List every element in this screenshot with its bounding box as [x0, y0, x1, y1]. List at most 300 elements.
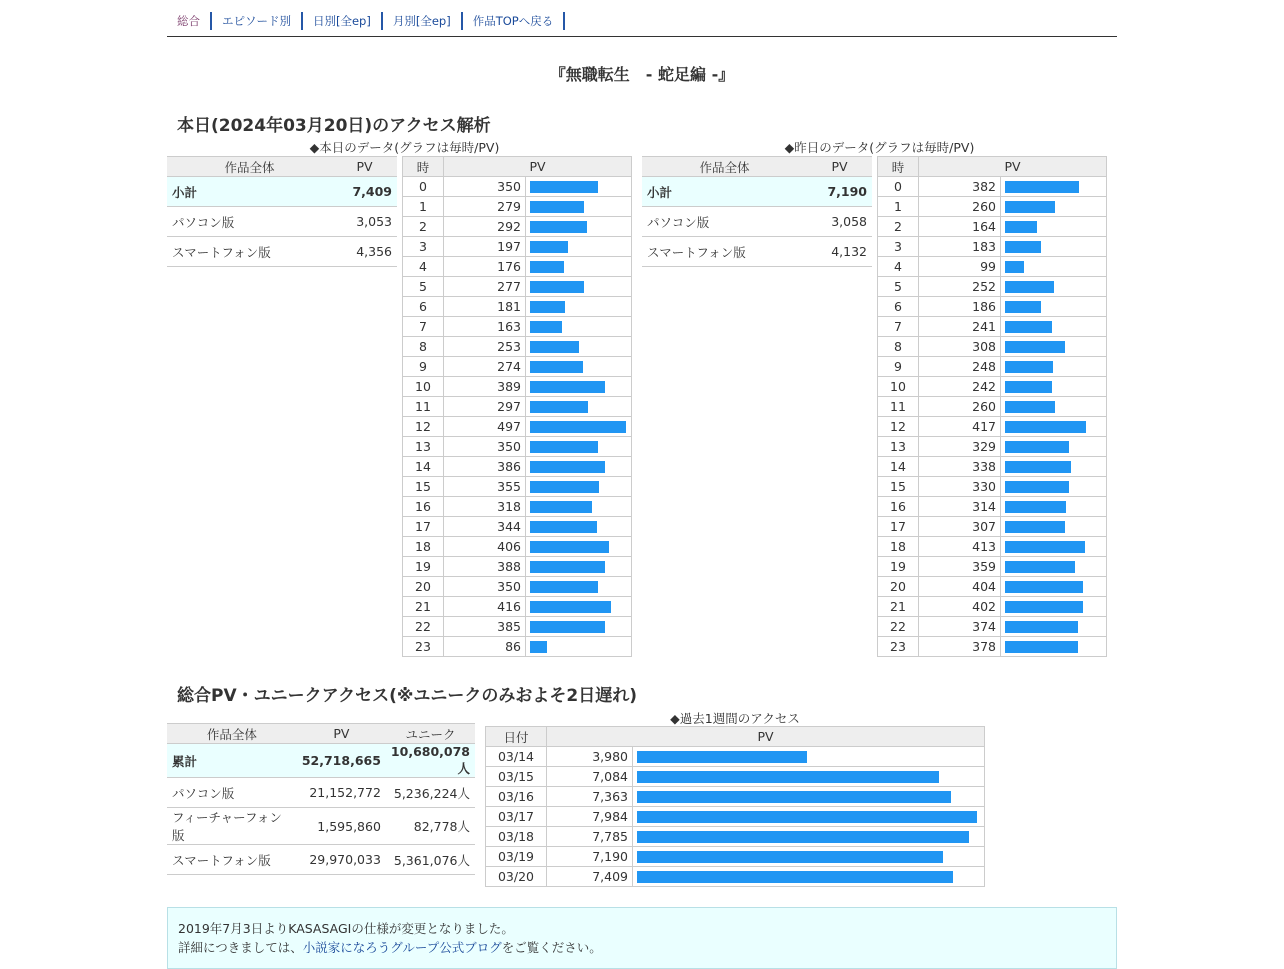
hour-cell: 1 [403, 197, 444, 217]
total-table [167, 723, 475, 875]
row-pv: 7,190 [807, 177, 872, 207]
bar-cell [1001, 357, 1107, 377]
pv-cell: 241 [919, 317, 1001, 337]
row-label: 累計 [167, 744, 297, 778]
bar-cell [526, 437, 632, 457]
pv-cell: 314 [919, 497, 1001, 517]
pv-bar [1005, 261, 1024, 273]
hour-cell: 6 [878, 297, 919, 317]
date-cell: 03/19 [486, 847, 547, 867]
hour-row [403, 337, 632, 357]
hour-cell: 2 [878, 217, 919, 237]
hour-cell: 21 [878, 597, 919, 617]
col-header-unique: ユニーク [386, 724, 475, 744]
yesterday-caption: ◆昨日のデータ(グラフは毎時/PV) [784, 140, 975, 155]
hour-row [878, 517, 1107, 537]
hour-cell: 17 [403, 517, 444, 537]
nav-tab-2[interactable]: 日別[全ep] [303, 12, 383, 30]
hour-cell: 10 [403, 377, 444, 397]
pv-cell: 413 [919, 537, 1001, 557]
pv-cell: 260 [919, 397, 1001, 417]
pv-cell: 197 [444, 237, 526, 257]
summary-row [642, 237, 872, 267]
pv-bar [530, 521, 597, 533]
hour-row [878, 617, 1107, 637]
pv-cell: 402 [919, 597, 1001, 617]
hour-row [878, 397, 1107, 417]
week-row [486, 827, 985, 847]
hour-cell: 13 [403, 437, 444, 457]
pv-bar [1005, 441, 1069, 453]
pv-cell: 183 [919, 237, 1001, 257]
bar-cell [1001, 257, 1107, 277]
pv-bar [1005, 361, 1053, 373]
hour-cell: 20 [878, 577, 919, 597]
pv-bar [1005, 541, 1085, 553]
nav-tab-1[interactable]: エピソード別 [212, 12, 303, 30]
pv-bar [530, 421, 626, 433]
hour-cell: 10 [878, 377, 919, 397]
hour-row [403, 197, 632, 217]
col-header-pv: PV [807, 157, 872, 177]
hour-row [403, 297, 632, 317]
bar-cell [1001, 237, 1107, 257]
summary-row [167, 237, 397, 267]
hour-cell: 12 [878, 417, 919, 437]
row-label: スマートフォン版 [642, 237, 807, 267]
pv-bar [1005, 521, 1065, 533]
col-header-pv: PV [919, 157, 1107, 177]
bar-cell [526, 477, 632, 497]
hour-row [403, 457, 632, 477]
bar-cell [526, 497, 632, 517]
bar-cell [1001, 577, 1107, 597]
row-pv: 52,718,665 [297, 744, 386, 778]
pv-cell: 406 [444, 537, 526, 557]
yesterday-summary-table [642, 156, 872, 267]
pv-cell: 329 [919, 437, 1001, 457]
bar-cell [526, 417, 632, 437]
col-header-work: 作品全体 [642, 157, 807, 177]
hour-row [878, 477, 1107, 497]
hour-row [403, 257, 632, 277]
col-header-pv: PV [547, 727, 985, 747]
hour-cell: 3 [878, 237, 919, 257]
notice-line-2 [168, 938, 1116, 957]
row-label: 小計 [167, 177, 332, 207]
bar-cell [1001, 557, 1107, 577]
bar-cell [1001, 517, 1107, 537]
bar-cell [1001, 277, 1107, 297]
pv-bar [1005, 381, 1052, 393]
pv-bar [530, 381, 605, 393]
hour-row [403, 557, 632, 577]
hour-row [403, 357, 632, 377]
date-cell: 03/17 [486, 807, 547, 827]
date-cell: 03/20 [486, 867, 547, 887]
hour-cell: 8 [878, 337, 919, 357]
pv-cell: 389 [444, 377, 526, 397]
bar-cell [526, 537, 632, 557]
bar-cell [1001, 297, 1107, 317]
pv-cell: 248 [919, 357, 1001, 377]
bar-cell [1001, 197, 1107, 217]
pv-cell: 181 [444, 297, 526, 317]
bar-cell [633, 807, 985, 827]
pv-cell: 344 [444, 517, 526, 537]
row-unique: 82,778人 [386, 808, 475, 845]
hour-row [878, 537, 1107, 557]
bar-cell [1001, 377, 1107, 397]
pv-bar [1005, 621, 1078, 633]
pv-bar [637, 831, 969, 843]
date-cell: 03/16 [486, 787, 547, 807]
hour-cell: 16 [878, 497, 919, 517]
hour-row [403, 637, 632, 657]
hour-cell: 7 [878, 317, 919, 337]
hour-cell: 11 [403, 397, 444, 417]
bar-cell [526, 377, 632, 397]
week-row [486, 807, 985, 827]
pv-cell: 297 [444, 397, 526, 417]
hour-row [878, 237, 1107, 257]
total-heading: 総合PV・ユニークアクセス(※ユニークのみおよそ2日遅れ) [177, 686, 637, 706]
pv-bar [637, 811, 977, 823]
week-row [486, 747, 985, 767]
week-row [486, 767, 985, 787]
hour-row [878, 217, 1107, 237]
row-pv: 4,356 [332, 237, 397, 267]
pv-cell: 7,785 [547, 827, 633, 847]
row-label: スマートフォン版 [167, 237, 332, 267]
nav-tab-3[interactable]: 月別[全ep] [383, 12, 463, 30]
col-header-hour: 時 [878, 157, 919, 177]
hour-row [403, 617, 632, 637]
pv-cell: 497 [444, 417, 526, 437]
hour-cell: 0 [403, 177, 444, 197]
bar-cell [1001, 177, 1107, 197]
pv-bar [530, 221, 587, 233]
tab-nav [167, 8, 1117, 37]
pv-bar [530, 281, 584, 293]
row-label: フィーチャーフォン版 [167, 808, 297, 845]
pv-bar [530, 621, 605, 633]
hour-cell: 21 [403, 597, 444, 617]
row-pv: 1,595,860 [297, 808, 386, 845]
hour-row [878, 297, 1107, 317]
row-pv: 4,132 [807, 237, 872, 267]
pv-bar [530, 181, 598, 193]
pv-cell: 252 [919, 277, 1001, 297]
pv-bar [530, 301, 565, 313]
bar-cell [633, 767, 985, 787]
hour-cell: 22 [403, 617, 444, 637]
pv-cell: 7,084 [547, 767, 633, 787]
pv-cell: 242 [919, 377, 1001, 397]
bar-cell [526, 237, 632, 257]
pv-bar [530, 461, 605, 473]
pv-cell: 99 [919, 257, 1001, 277]
hour-row [878, 197, 1107, 217]
bar-cell [526, 337, 632, 357]
hour-cell: 14 [878, 457, 919, 477]
total-row [167, 808, 475, 845]
col-header-date: 日付 [486, 727, 547, 747]
pv-cell: 350 [444, 577, 526, 597]
pv-bar [1005, 341, 1065, 353]
pv-cell: 355 [444, 477, 526, 497]
notice-line-2-post: をご覧ください。 [501, 940, 602, 955]
pv-cell: 260 [919, 197, 1001, 217]
hour-cell: 5 [403, 277, 444, 297]
col-header-pv: PV [297, 724, 386, 744]
bar-cell [633, 787, 985, 807]
pv-bar [1005, 561, 1075, 573]
total-row [167, 778, 475, 808]
hour-cell: 22 [878, 617, 919, 637]
hour-cell: 20 [403, 577, 444, 597]
pv-cell: 385 [444, 617, 526, 637]
hour-row [403, 317, 632, 337]
row-label: パソコン版 [642, 207, 807, 237]
col-header-pv: PV [332, 157, 397, 177]
today-caption: ◆本日のデータ(グラフは毎時/PV) [309, 140, 500, 155]
hour-cell: 7 [403, 317, 444, 337]
hour-row [403, 397, 632, 417]
bar-cell [1001, 417, 1107, 437]
hour-cell: 14 [403, 457, 444, 477]
hour-cell: 17 [878, 517, 919, 537]
row-label: パソコン版 [167, 207, 332, 237]
pv-bar [530, 241, 568, 253]
hour-row [403, 177, 632, 197]
pv-bar [637, 851, 943, 863]
bar-cell [526, 617, 632, 637]
summary-row [167, 177, 397, 207]
pv-cell: 3,980 [547, 747, 633, 767]
hour-cell: 13 [878, 437, 919, 457]
pv-bar [1005, 601, 1083, 613]
hour-row [878, 557, 1107, 577]
hour-row [878, 277, 1107, 297]
pv-cell: 382 [919, 177, 1001, 197]
row-pv: 29,970,033 [297, 845, 386, 875]
hour-row [878, 357, 1107, 377]
hour-row [878, 637, 1107, 657]
pv-cell: 338 [919, 457, 1001, 477]
bar-cell [526, 457, 632, 477]
pv-bar [530, 261, 564, 273]
pv-bar [1005, 241, 1041, 253]
pv-bar [637, 871, 953, 883]
summary-row [642, 177, 872, 207]
hour-row [403, 537, 632, 557]
pv-bar [1005, 461, 1071, 473]
bar-cell [1001, 457, 1107, 477]
pv-bar [1005, 181, 1079, 193]
hour-row [878, 177, 1107, 197]
hour-cell: 0 [878, 177, 919, 197]
bar-cell [1001, 597, 1107, 617]
row-unique: 10,680,078人 [386, 744, 475, 778]
pv-cell: 307 [919, 517, 1001, 537]
bar-cell [1001, 437, 1107, 457]
hour-row [403, 217, 632, 237]
pv-bar [637, 791, 951, 803]
bar-cell [633, 847, 985, 867]
hour-row [403, 277, 632, 297]
pv-cell: 253 [444, 337, 526, 357]
hour-row [403, 497, 632, 517]
pv-bar [1005, 321, 1052, 333]
pv-cell: 274 [444, 357, 526, 377]
pv-cell: 279 [444, 197, 526, 217]
bar-cell [526, 557, 632, 577]
work-title: 『無職転生 - 蛇足編 -』 [549, 65, 735, 84]
col-header-pv: PV [444, 157, 632, 177]
date-cell: 03/14 [486, 747, 547, 767]
bar-cell [1001, 397, 1107, 417]
row-pv: 21,152,772 [297, 778, 386, 808]
bar-cell [633, 867, 985, 887]
row-label: スマートフォン版 [167, 845, 297, 875]
pv-cell: 163 [444, 317, 526, 337]
bar-cell [526, 597, 632, 617]
hour-row [403, 577, 632, 597]
week-table [485, 726, 985, 887]
bar-cell [1001, 217, 1107, 237]
pv-bar [530, 321, 562, 333]
hour-row [878, 377, 1107, 397]
pv-cell: 186 [919, 297, 1001, 317]
hour-row [878, 577, 1107, 597]
hour-row [403, 237, 632, 257]
pv-cell: 164 [919, 217, 1001, 237]
hour-cell: 23 [403, 637, 444, 657]
pv-cell: 386 [444, 457, 526, 477]
pv-cell: 350 [444, 177, 526, 197]
pv-bar [637, 751, 807, 763]
col-header-work: 作品全体 [167, 157, 332, 177]
today-hourly-table [402, 156, 632, 657]
hour-row [878, 257, 1107, 277]
summary-row [642, 207, 872, 237]
pv-cell: 7,984 [547, 807, 633, 827]
bar-cell [526, 357, 632, 377]
pv-cell: 359 [919, 557, 1001, 577]
pv-cell: 277 [444, 277, 526, 297]
hour-row [878, 417, 1107, 437]
pv-cell: 7,409 [547, 867, 633, 887]
pv-bar [530, 401, 588, 413]
pv-bar [530, 441, 598, 453]
bar-cell [1001, 617, 1107, 637]
nav-tab-0[interactable]: 総合 [167, 12, 212, 30]
pv-bar [637, 771, 939, 783]
pv-cell: 416 [444, 597, 526, 617]
bar-cell [526, 517, 632, 537]
pv-bar [1005, 281, 1054, 293]
pv-bar [1005, 221, 1037, 233]
official-blog-link[interactable]: 小説家になろうグループ公式ブログ [302, 940, 502, 955]
hour-cell: 4 [403, 257, 444, 277]
bar-cell [526, 317, 632, 337]
hour-cell: 8 [403, 337, 444, 357]
hour-row [403, 517, 632, 537]
hour-row [878, 317, 1107, 337]
hour-cell: 6 [403, 297, 444, 317]
bar-cell [526, 297, 632, 317]
bar-cell [526, 177, 632, 197]
today-heading: 本日(2024年03月20日)のアクセス解析 [177, 116, 491, 136]
yesterday-hourly-table [877, 156, 1107, 657]
hour-cell: 4 [878, 257, 919, 277]
row-pv: 3,058 [807, 207, 872, 237]
pv-cell: 7,190 [547, 847, 633, 867]
date-cell: 03/18 [486, 827, 547, 847]
notice-box [167, 907, 1117, 969]
pv-bar [1005, 581, 1083, 593]
bar-cell [633, 827, 985, 847]
pv-bar [1005, 641, 1078, 653]
bar-cell [1001, 317, 1107, 337]
hour-cell: 15 [878, 477, 919, 497]
week-row [486, 787, 985, 807]
row-label: パソコン版 [167, 778, 297, 808]
hour-cell: 16 [403, 497, 444, 517]
date-cell: 03/15 [486, 767, 547, 787]
hour-row [878, 337, 1107, 357]
hour-row [403, 477, 632, 497]
pv-cell: 388 [444, 557, 526, 577]
pv-bar [1005, 301, 1041, 313]
hour-cell: 18 [878, 537, 919, 557]
hour-cell: 19 [403, 557, 444, 577]
nav-tab-4[interactable]: 作品TOPへ戻る [463, 12, 566, 30]
bar-cell [633, 747, 985, 767]
pv-cell: 330 [919, 477, 1001, 497]
col-header-hour: 時 [403, 157, 444, 177]
pv-cell: 350 [444, 437, 526, 457]
total-row [167, 845, 475, 875]
row-label: 小計 [642, 177, 807, 207]
pv-cell: 378 [919, 637, 1001, 657]
notice-line-2-pre: 詳細につきましては、 [178, 940, 303, 955]
today-summary-table [167, 156, 397, 267]
pv-cell: 318 [444, 497, 526, 517]
row-pv: 7,409 [332, 177, 397, 207]
hour-cell: 9 [403, 357, 444, 377]
pv-cell: 176 [444, 257, 526, 277]
hour-cell: 19 [878, 557, 919, 577]
col-header-work: 作品全体 [167, 724, 297, 744]
hour-cell: 15 [403, 477, 444, 497]
pv-cell: 417 [919, 417, 1001, 437]
hour-row [403, 377, 632, 397]
week-row [486, 867, 985, 887]
bar-cell [1001, 497, 1107, 517]
bar-cell [526, 577, 632, 597]
pv-bar [1005, 501, 1066, 513]
row-unique: 5,236,224人 [386, 778, 475, 808]
pv-cell: 7,363 [547, 787, 633, 807]
hour-row [403, 597, 632, 617]
pv-bar [530, 561, 605, 573]
row-pv: 3,053 [332, 207, 397, 237]
hour-cell: 9 [878, 357, 919, 377]
pv-bar [1005, 201, 1055, 213]
pv-bar [1005, 481, 1069, 493]
